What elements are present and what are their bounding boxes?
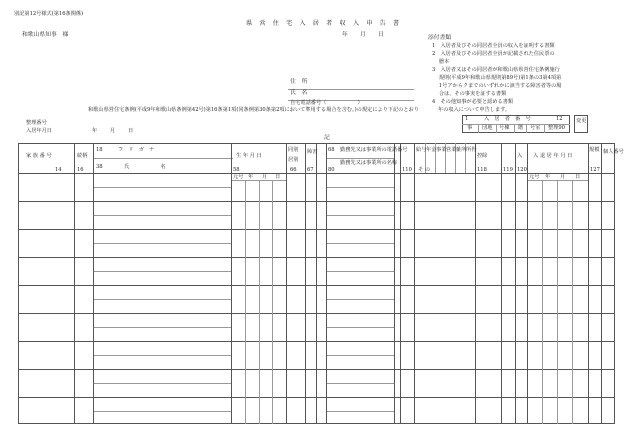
header-income-type: 営業	[446, 147, 457, 153]
table-column-line	[475, 143, 476, 424]
table-column-line	[305, 143, 306, 424]
row-sub-line	[93, 411, 231, 412]
table-column-line	[588, 143, 589, 424]
movein-era-label: 元号	[529, 174, 540, 180]
address-label: 住 所	[290, 79, 308, 85]
birth-era-label: 元号	[233, 174, 244, 180]
move-in-year: 年	[92, 128, 98, 134]
header-n120: 120	[517, 167, 527, 173]
header-income-type: 事業	[436, 147, 447, 153]
header-n67: 67	[307, 167, 314, 173]
attachment-item: 1号アからクまでのいずれかに該当する障害者等の場	[432, 83, 562, 89]
attachments-heading: 添付書類	[428, 35, 452, 41]
table-column-line	[542, 180, 543, 424]
header-sonota: そ の	[418, 167, 431, 173]
header-n14: 14	[55, 167, 62, 173]
attachment-item: 3 入居者又はその同居者が和歌山県県営住宅条例施行	[432, 67, 560, 73]
header-work-phone: 勤務先又は事業所の電話番号	[340, 147, 408, 153]
table-column-line	[74, 143, 75, 424]
table-column-line	[93, 143, 94, 424]
table-column-line	[245, 180, 246, 424]
addressee: 和歌山県知事 様	[22, 32, 69, 38]
occupant-box-no: 1	[465, 116, 469, 122]
date-day: 日	[378, 32, 384, 38]
attachment-item: 1 入居者及びその同居者全員の収入を証明する書類	[432, 43, 555, 49]
income-note: 年の収入について申告します。	[438, 107, 511, 113]
occupant-cell: 事	[467, 125, 473, 131]
table-column-line	[286, 143, 287, 424]
header-dohi: 同別	[288, 147, 299, 153]
header-n119: 119	[503, 167, 513, 173]
occupant-cell: 号室	[530, 125, 541, 131]
occupant-cell-divider	[544, 124, 545, 133]
header-n118: 118	[477, 167, 487, 173]
header-kojin: 個人番号	[603, 149, 624, 155]
ki-label: 記	[324, 135, 330, 141]
header-kyobetsu: 居別	[288, 157, 299, 163]
header-birth: 生 年 月 日	[236, 153, 262, 159]
occupant-cell: 整理90	[548, 125, 565, 131]
birth-year-label: 年	[248, 174, 254, 180]
form-number: 別記第12号様式(第16条関係)	[14, 11, 84, 17]
header-relation: 続柄	[77, 153, 88, 159]
attachment-item: 規則(平成9年和歌山県規則第89号)第1条の3第4項第	[432, 75, 562, 81]
row-sub-line	[93, 243, 231, 244]
row-sub-line	[93, 383, 231, 384]
table-column-line	[400, 143, 401, 424]
header-income-type: 年金	[426, 147, 437, 153]
table-column-line	[527, 143, 528, 424]
page-title: 県 営 住 宅 入 居 者 収 入 申 告 書	[246, 20, 402, 27]
header-n58: 58	[233, 167, 240, 173]
row-sub-line	[326, 383, 394, 384]
header-name: 氏 名	[124, 164, 166, 170]
home-phone: 自宅電話番号（ ）	[290, 100, 363, 106]
row-sub-line	[326, 411, 394, 412]
header-income-type: 雑所	[456, 147, 467, 153]
reference-label: 整理番号	[26, 120, 47, 126]
table-column-line	[394, 143, 395, 424]
occupant-box-label: 入 居 者 番 号	[484, 116, 531, 122]
table-column-line	[501, 143, 502, 424]
row-sub-line	[326, 327, 394, 328]
occupant-box-num: 12	[556, 116, 563, 122]
header-kibo: 規模	[589, 147, 600, 153]
table-column-line	[272, 180, 273, 424]
table-column-line	[601, 143, 602, 424]
occupant-cell-divider	[496, 124, 497, 133]
header-n68: 68	[328, 147, 335, 153]
movein-month-label: 月	[560, 174, 566, 180]
header-income-type: 所得	[466, 147, 477, 153]
header-sub-line	[326, 158, 394, 159]
header-furigana: フ リ ガ ナ	[118, 147, 155, 153]
occupant-cell-divider	[478, 124, 479, 133]
table-column-line	[557, 180, 558, 424]
header-n110: 110	[402, 167, 412, 173]
movein-day-label: 日	[575, 174, 581, 180]
date-year: 年	[342, 32, 348, 38]
header-n16: 16	[77, 167, 84, 173]
row-sub-line	[326, 215, 394, 216]
row-sub-line	[93, 327, 231, 328]
header-nyu: 入	[517, 153, 523, 159]
name-label: 氏 名	[290, 90, 308, 96]
row-sub-line	[93, 355, 231, 356]
table-column-line	[572, 180, 573, 424]
movein-year-label: 年	[545, 174, 551, 180]
header-work-name: 勤務先又は事業所の名称	[340, 160, 398, 166]
header-family-no: 家 族 番 号	[26, 153, 52, 159]
header-n127: 127	[590, 167, 600, 173]
header-income-type: 給与	[416, 147, 427, 153]
attachment-item: 合は、その事実を証する書類	[432, 91, 507, 97]
birth-day-label: 日	[275, 174, 281, 180]
header-disab: 障害	[307, 149, 318, 155]
occupant-cell: 号棟	[499, 125, 510, 131]
header-kojo: 控除	[477, 153, 488, 159]
row-sub-line	[326, 243, 394, 244]
header-sub-line	[93, 158, 233, 159]
birth-month-label: 月	[262, 174, 268, 180]
row-sub-line	[326, 271, 394, 272]
statement-text: 和歌山県営住宅条例(平成9年和歌山県条例第42号)第16条第1項(同条例第30条第2項において準用する場合を含む。)の規定により下記のとおり	[88, 107, 419, 113]
row-sub-line	[326, 299, 394, 300]
header-n80: 80	[328, 167, 335, 173]
row-sub-line	[93, 271, 231, 272]
table-column-line	[515, 143, 516, 424]
attachment-item: 4 その他知事が必要と認める書類	[432, 99, 514, 105]
date-month: 月	[360, 32, 366, 38]
occupant-cell: 階	[518, 125, 524, 131]
occupant-cell-divider	[514, 124, 515, 133]
header-move-in: 入 退 居 年 月 日	[533, 153, 573, 159]
table-column-line	[316, 143, 317, 424]
move-in-label: 入居年月日	[26, 128, 52, 134]
row-sub-line	[326, 187, 394, 188]
attachment-item: 2 入居者及びその同居者全員が記載された住民票の	[432, 51, 555, 57]
header-n18: 18	[96, 147, 103, 153]
table-column-line	[231, 143, 232, 424]
table-column-line	[259, 180, 260, 424]
header-n38: 38	[96, 164, 103, 170]
row-sub-line	[93, 215, 231, 216]
move-in-day: 日	[128, 128, 134, 134]
occupant-cell: 団地	[482, 125, 493, 131]
occupant-cell-divider	[526, 124, 527, 133]
attachment-item: 謄本	[432, 59, 450, 65]
row-sub-line	[93, 299, 231, 300]
move-in-month: 月	[110, 128, 116, 134]
table-column-line	[414, 143, 415, 424]
table-column-line	[326, 143, 327, 424]
header-n66: 66	[290, 167, 297, 173]
change-label: 変更	[576, 118, 587, 124]
row-sub-line	[326, 355, 394, 356]
row-sub-line	[93, 187, 231, 188]
